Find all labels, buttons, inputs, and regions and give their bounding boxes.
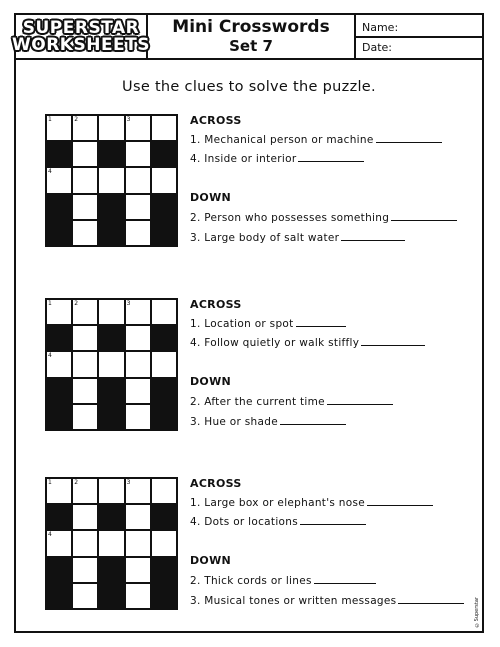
worksheet-subtitle: Set 7 (229, 37, 273, 55)
grid-cell[interactable] (72, 404, 98, 430)
grid-cell[interactable] (125, 167, 151, 193)
down-heading: DOWN (190, 375, 232, 388)
superstar-worksheets-logo (12, 15, 151, 58)
black-cell (98, 220, 124, 246)
across-clue-1 (190, 317, 346, 330)
black-cell (46, 404, 72, 430)
grid-cell[interactable] (151, 115, 177, 141)
grid-cell[interactable] (125, 504, 151, 530)
grid-cell[interactable] (46, 530, 72, 556)
across-heading: ACROSS (190, 298, 242, 311)
crossword-grid (45, 114, 178, 247)
black-cell (46, 583, 72, 609)
down-clue-2 (190, 395, 393, 408)
answer-blank[interactable] (367, 496, 433, 506)
across-clue-4 (190, 152, 364, 165)
grid-cell[interactable] (125, 478, 151, 504)
across-clue-1 (190, 133, 442, 146)
instructions: Use the clues to solve the puzzle. (122, 79, 376, 95)
down-heading: DOWN (190, 191, 232, 204)
grid-cell[interactable] (98, 351, 124, 377)
answer-blank[interactable] (280, 415, 346, 425)
copyright-note: ©Superstar (474, 596, 480, 627)
clue-text: 1. Mechanical person or machine (190, 134, 374, 146)
black-cell (151, 504, 177, 530)
crossword-grid (45, 477, 178, 610)
logo-line-1: SUPERSTAR (22, 17, 140, 38)
black-cell (46, 325, 72, 351)
black-cell (46, 220, 72, 246)
black-cell (46, 557, 72, 583)
grid-cell[interactable] (72, 220, 98, 246)
black-cell (98, 583, 124, 609)
grid-cell[interactable] (72, 325, 98, 351)
answer-blank[interactable] (314, 574, 376, 584)
down-clue-3 (190, 594, 464, 607)
grid-cell[interactable] (72, 378, 98, 404)
answer-blank[interactable] (361, 336, 425, 346)
clue-number: 2 (74, 116, 79, 123)
black-cell (151, 141, 177, 167)
answer-blank[interactable] (341, 231, 405, 241)
clue-number: 4 (48, 531, 52, 539)
grid-cell[interactable] (72, 478, 98, 504)
clue-number: 3 (126, 116, 131, 123)
answer-blank[interactable] (376, 133, 442, 143)
grid-cell[interactable] (72, 583, 98, 609)
grid-cell[interactable] (98, 478, 124, 504)
crossword-grid (45, 298, 178, 431)
across-heading: ACROSS (190, 477, 242, 490)
black-cell (98, 504, 124, 530)
grid-cell[interactable] (72, 504, 98, 530)
clue-text: 2. Thick cords or lines (190, 575, 312, 587)
clue-text: 4. Follow quietly or walk stiffly (190, 337, 360, 349)
grid-cell[interactable] (46, 115, 72, 141)
grid-cell[interactable] (151, 351, 177, 377)
grid-cell[interactable] (72, 299, 98, 325)
black-cell (98, 141, 124, 167)
grid-cell[interactable] (72, 351, 98, 377)
black-cell (98, 194, 124, 220)
black-cell (151, 194, 177, 220)
black-cell (46, 141, 72, 167)
across-clue-4 (190, 515, 366, 528)
across-clue-1 (190, 496, 433, 509)
grid-cell[interactable] (151, 167, 177, 193)
clue-number: 1 (48, 479, 52, 486)
down-clue-2 (190, 211, 457, 224)
black-cell (151, 325, 177, 351)
down-heading: DOWN (190, 554, 232, 567)
black-cell (98, 325, 124, 351)
name-date-box (356, 15, 484, 58)
worksheet-page (14, 13, 484, 633)
grid-cell[interactable] (125, 220, 151, 246)
black-cell (151, 583, 177, 609)
grid-cell[interactable] (46, 351, 72, 377)
clue-number: 1 (48, 300, 52, 307)
grid-cell[interactable] (125, 583, 151, 609)
grid-cell[interactable] (46, 299, 72, 325)
grid-cell[interactable] (46, 478, 72, 504)
grid-cell[interactable] (72, 167, 98, 193)
down-clue-2 (190, 574, 376, 587)
grid-cell[interactable] (72, 194, 98, 220)
clue-number: 4 (48, 352, 52, 360)
clue-text: 3. Large body of salt water (190, 232, 340, 244)
black-cell (98, 557, 124, 583)
black-cell (151, 378, 177, 404)
worksheet-header (12, 15, 482, 60)
grid-cell[interactable] (151, 299, 177, 325)
black-cell (46, 504, 72, 530)
grid-cell[interactable] (98, 167, 124, 193)
grid-cell[interactable] (125, 194, 151, 220)
clue-number: 1 (48, 116, 52, 123)
black-cell (151, 220, 177, 246)
black-cell (151, 557, 177, 583)
clue-text: 1. Large box or elephant's nose (190, 497, 365, 509)
worksheet-title: Mini Crosswords (172, 17, 330, 37)
black-cell (98, 378, 124, 404)
clue-text: 3. Hue or shade (190, 416, 278, 428)
grid-cell[interactable] (98, 115, 124, 141)
answer-blank[interactable] (391, 211, 457, 221)
grid-cell[interactable] (98, 530, 124, 556)
date-label[interactable]: Date: (362, 41, 392, 54)
clue-text: 2. After the current time (190, 396, 325, 408)
clue-number: 2 (74, 300, 79, 307)
title-box (148, 15, 356, 58)
name-label[interactable]: Name: (362, 21, 399, 34)
grid-cell[interactable] (151, 530, 177, 556)
black-cell (151, 404, 177, 430)
grid-cell[interactable] (125, 299, 151, 325)
grid-cell[interactable] (125, 115, 151, 141)
grid-cell[interactable] (125, 530, 151, 556)
across-clue-4 (190, 336, 425, 349)
answer-blank[interactable] (296, 317, 346, 327)
grid-cell[interactable] (125, 557, 151, 583)
clue-number: 3 (126, 479, 131, 486)
logo-line-2: WORKSHEETS (12, 34, 151, 55)
grid-cell[interactable] (125, 325, 151, 351)
clue-text: 1. Location or spot (190, 318, 294, 330)
black-cell (46, 194, 72, 220)
answer-blank[interactable] (298, 152, 364, 162)
across-heading: ACROSS (190, 114, 242, 127)
black-cell (46, 378, 72, 404)
grid-cell[interactable] (151, 478, 177, 504)
answer-blank[interactable] (327, 395, 393, 405)
grid-cell[interactable] (125, 141, 151, 167)
answer-blank[interactable] (398, 594, 464, 604)
grid-cell[interactable] (125, 378, 151, 404)
grid-cell[interactable] (72, 557, 98, 583)
grid-cell[interactable] (125, 351, 151, 377)
black-cell (98, 404, 124, 430)
answer-blank[interactable] (300, 515, 366, 525)
grid-cell[interactable] (98, 299, 124, 325)
grid-cell[interactable] (46, 167, 72, 193)
down-clue-3 (190, 231, 405, 244)
clue-number: 2 (74, 479, 79, 486)
down-clue-3 (190, 415, 346, 428)
clue-text: 2. Person who possesses something (190, 212, 390, 224)
grid-cell[interactable] (72, 530, 98, 556)
grid-cell[interactable] (72, 141, 98, 167)
grid-cell[interactable] (72, 115, 98, 141)
clue-text: 4. Dots or locations (190, 516, 299, 528)
clue-text: 3. Musical tones or written messages (190, 595, 397, 607)
clue-number: 4 (48, 168, 52, 176)
clue-text: 4. Inside or interior (190, 153, 297, 165)
name-date-divider (356, 36, 484, 38)
grid-cell[interactable] (125, 404, 151, 430)
clue-number: 3 (126, 300, 131, 307)
